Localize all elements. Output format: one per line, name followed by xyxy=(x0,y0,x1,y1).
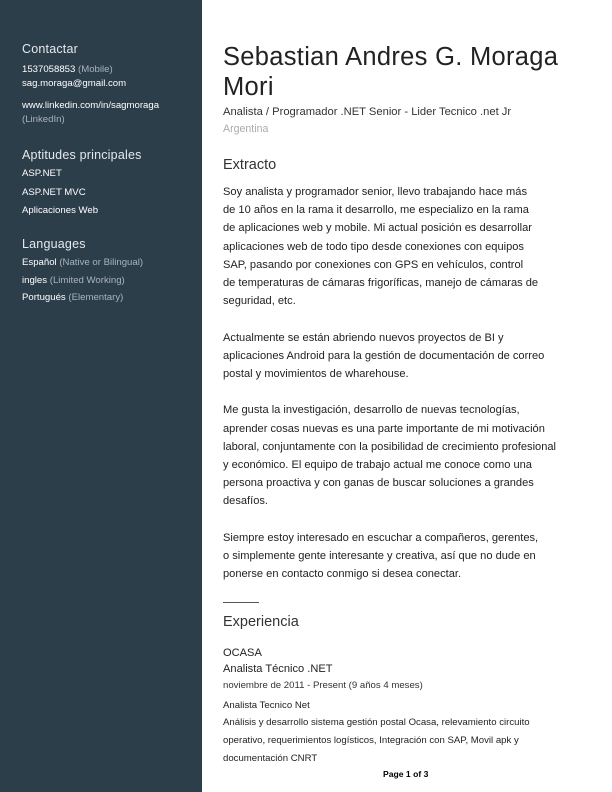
experience-heading: Experiencia xyxy=(223,614,299,630)
skills-heading: Aptitudes principales xyxy=(22,148,142,162)
summary-text xyxy=(223,183,589,602)
experience-role: Analista Tecnico Net xyxy=(223,700,310,711)
profile-location: Argentina xyxy=(223,123,269,135)
languages-section xyxy=(22,237,200,307)
sidebar xyxy=(0,0,202,792)
language-name: ingles xyxy=(22,274,48,286)
skill-item: ASP.NET MVC xyxy=(22,186,86,198)
summary-paragraph: Me gusta la investigación, desarrollo de nuevas tecnologías, aprender cosas nuevas es una parte importante de mi motivación laboral, conjuntamente con la posibilidad de crecimiento profesional y económico. El equipo de trabajo actual me conoce como una persona proactiva y con ganas de buscar soluciones a grandes desafíos. xyxy=(223,404,557,508)
summary-heading: Extracto xyxy=(223,157,277,173)
skill-item: ASP.NET xyxy=(22,168,62,179)
summary-paragraph: Siempre estoy interesado en escuchar a compañeros, gerentes, o simplemente gente interesante y creativa, así que no dude en ponerse en contacto conmigo si desea conectar. xyxy=(223,531,539,581)
language-name: Español xyxy=(22,257,57,268)
contact-phone-type: (Mobile) xyxy=(78,64,113,75)
languages-list xyxy=(22,254,200,307)
experience-description: Análisis y desarrollo sistema gestión postal Ocasa, relevamiento circuito operativo, requerimientos logísticos, Integración con SAP, Movil apk y documentación CNRT xyxy=(223,717,530,764)
language-item xyxy=(22,272,200,290)
language-level: (Elementary) xyxy=(68,292,124,303)
contact-phone-line xyxy=(22,63,200,77)
contact-phone: 1537058853 xyxy=(22,64,76,75)
contact-email[interactable]: sag.moraga@gmail.com xyxy=(22,78,127,89)
profile-name: Sebastian Andres G. Moraga Mori xyxy=(223,43,559,101)
language-item xyxy=(22,254,200,272)
summary-paragraph: Actualmente se están abriendo nuevos proyectos de BI y aplicaciones Android para la gestión de documentación de correo postal y movimientos de wharehouse. xyxy=(223,331,545,381)
skill-item: Aplicaciones Web xyxy=(22,205,99,216)
skills-section xyxy=(22,148,200,221)
contact-heading: Contactar xyxy=(22,42,78,56)
language-level: (Limited Working) xyxy=(49,274,125,286)
skills-list xyxy=(22,165,200,221)
profile-headline: Analista / Programador .NET Senior - Lider Tecnico .net Jr xyxy=(223,106,512,118)
section-divider xyxy=(223,602,259,603)
contact-linkedin-url[interactable]: www.linkedin.com/in/sagmoraga xyxy=(22,100,160,111)
experience-title: Analista Técnico .NET xyxy=(223,663,333,675)
contact-linkedin-label: (LinkedIn) xyxy=(22,114,65,125)
languages-heading: Languages xyxy=(22,237,86,251)
summary-paragraph: Soy analista y programador senior, llevo trabajando hace más de 10 años en la rama it desarrollo, me especializo en la rama de aplicaciones web y mobile. Mi actual posición es desarrollar aplicaciones web de todo tipo desde conexiones con equipos SAP, pasando por conexiones con GPS en vehículos, control de temperaturas de cámaras frigoríficas, manejo de cámaras de seguridad, etc. xyxy=(223,186,539,308)
language-name: Portugués xyxy=(22,292,66,303)
page-number: Page 1 of 3 xyxy=(383,769,429,779)
contact-section xyxy=(22,42,200,127)
language-level: (Native or Bilingual) xyxy=(59,257,144,268)
language-item xyxy=(22,289,200,307)
experience-company: OCASA xyxy=(223,647,262,659)
experience-dates: noviembre de 2011 - Present (9 años 4 meses) xyxy=(223,680,423,691)
